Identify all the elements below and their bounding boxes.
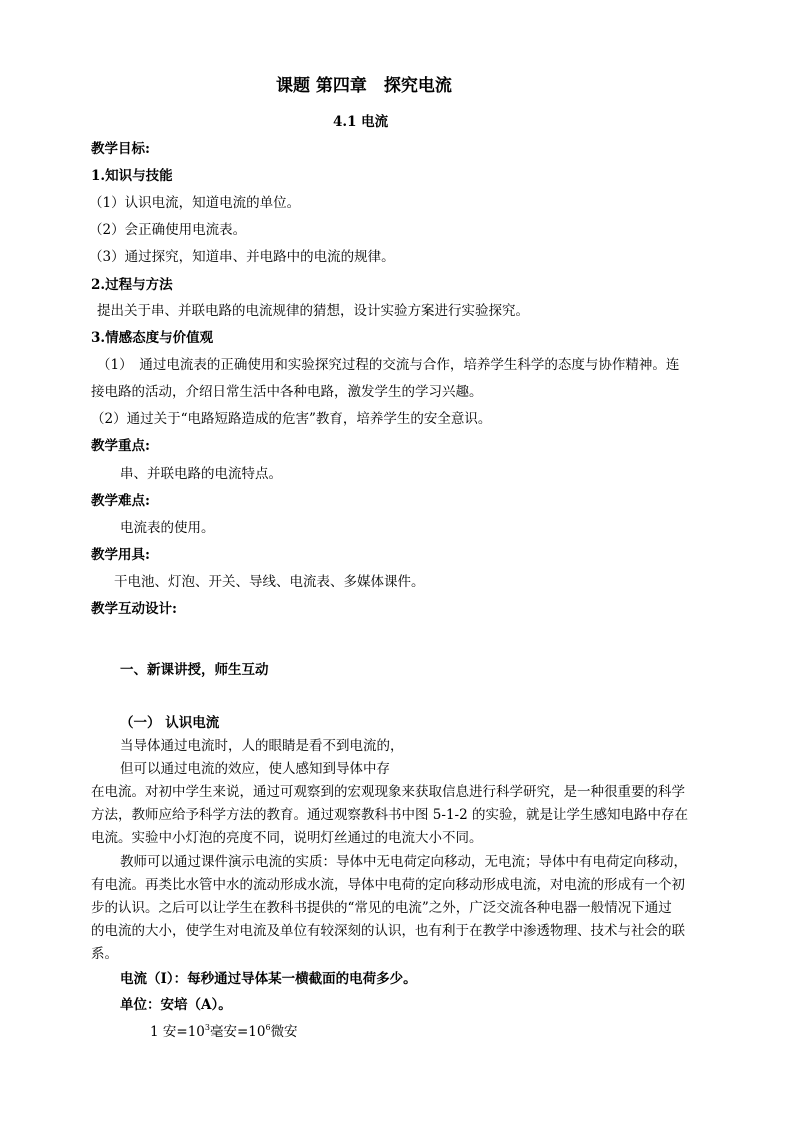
knowledge-heading: 1.知识与技能 <box>91 168 173 184</box>
current-definition: 电流（I）：每秒通过导体某一横截面的电荷多少。 <box>120 971 417 987</box>
knowledge-item-3: （3）通过探究，知道串、并电路中的电流的规律。 <box>89 249 395 265</box>
para2-line-5: 系。 <box>91 946 118 962</box>
page-title: 课题 第四章 探究电流 <box>276 76 452 96</box>
para2-line-4: 的电流的大小，使学生对电流及单位有较深刻的认识，也有利于在教学中渗透物理、技术与社会的联 <box>91 923 685 939</box>
difficulty-heading: 教学难点: <box>91 493 150 509</box>
attitude-heading: 3.情感态度与价值观 <box>91 330 214 346</box>
attitude-item-2: （2）通过关于“电路短路造成的危害”教育，培养学生的安全意识。 <box>91 411 492 427</box>
difficulty-text: 电流表的使用。 <box>120 520 215 536</box>
conversion-part-a: 1 安=10 <box>150 1024 205 1040</box>
tools-heading: 教学用具: <box>91 547 150 563</box>
part1-heading: 一、新课讲授，师生互动 <box>120 662 269 678</box>
attitude-item-1-line-1: （1） 通过电流表的正确使用和实验探究过程的交流与合作，培养学生科学的态度与协作精神。连 <box>97 357 680 373</box>
design-heading: 教学互动设计: <box>91 601 177 617</box>
conversion-exponent-2: 6 <box>265 1022 271 1032</box>
key-points-heading: 教学重点: <box>91 438 150 454</box>
process-text: 提出关于串、并联电路的电流规律的猜想，设计实验方案进行实验探究。 <box>97 303 529 319</box>
para2-line-2: 有电流。再类比水管中水的流动形成水流，导体中电荷的定向移动形成电流，对电流的形成有一个初 <box>91 877 685 893</box>
para1-line-3: 在电流。对初中学生来说，通过可观察到的宏观现象来获取信息进行科学研究，是一种很重要的科学 <box>91 784 685 800</box>
para1-line-1: 当导体通过电流时，人的眼睛是看不到电流的， <box>120 738 404 754</box>
unit-conversion <box>150 1023 298 1041</box>
para2-line-1: 教师可以通过课件演示电流的实质：导体中无电荷定向移动，无电流；导体中有电荷定向移动， <box>120 854 687 870</box>
section-subtitle: 4.1 电流 <box>333 114 389 130</box>
tools-text: 干电池、灯泡、开关、导线、电流表、多媒体课件。 <box>114 574 425 590</box>
para1-line-5: 电流。实验中小灯泡的亮度不同，说明灯丝通过的电流大小不同。 <box>91 830 483 846</box>
knowledge-item-1: （1）认识电流，知道电流的单位。 <box>89 195 301 211</box>
attitude-item-1-line-2: 接电路的活动，介绍日常生活中各种电路，激发学生的学习兴趣。 <box>91 384 483 400</box>
para1-line-2: 但可以通过电流的效应，使人感知到导体中存 <box>120 761 390 777</box>
unit-definition: 单位：安培（A）。 <box>120 997 232 1013</box>
conversion-part-c: 微安 <box>270 1024 298 1040</box>
goals-heading: 教学目标: <box>91 141 150 157</box>
para1-line-4: 方法，教师应给予科学方法的教育。通过观察教科书中图 5-1-2 的实验，就是让学生感知电路中存在 <box>91 807 688 823</box>
key-points-text: 串、并联电路的电流特点。 <box>120 466 282 482</box>
knowledge-item-2: （2）会正确使用电流表。 <box>89 222 247 238</box>
conversion-part-b: 毫安=10 <box>209 1024 266 1040</box>
sub1-heading: （一） 认识电流 <box>120 715 220 731</box>
para2-line-3: 步的认识。之后可以让学生在教科书提供的“常见的电流”之外，广泛交流各种电器一般情况下通过 <box>91 900 672 916</box>
process-heading: 2.过程与方法 <box>91 277 173 293</box>
conversion-exponent-1: 3 <box>204 1022 210 1032</box>
